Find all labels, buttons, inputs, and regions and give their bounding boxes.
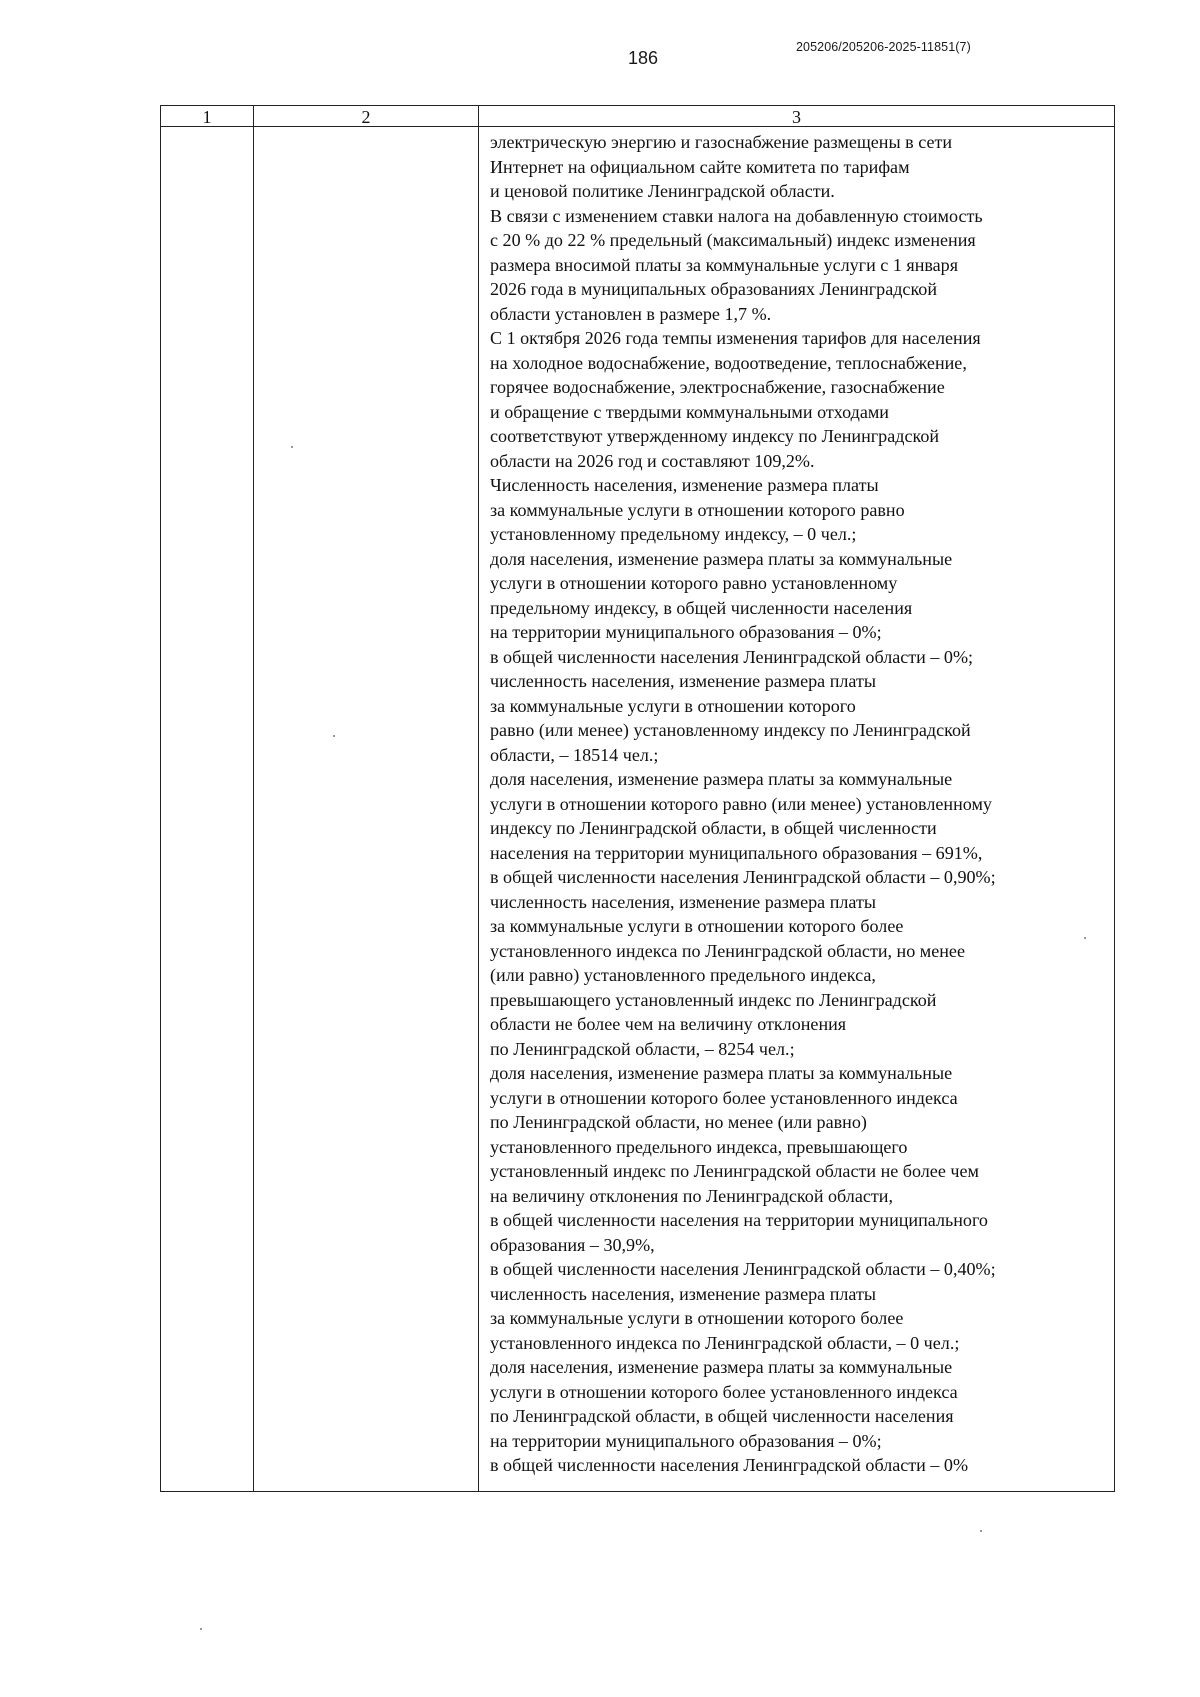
text-line: в общей численности населения Ленинградской области – 0%; <box>490 646 974 667</box>
text-line: доля населения, изменение размера платы за коммунальные <box>490 1063 953 1083</box>
text-line: области, – 18514 чел.; <box>490 744 659 765</box>
text-line: равно (или менее) установленному индексу по Ленинградской <box>490 720 971 740</box>
text-line: по Ленинградской области, – 8254 чел.; <box>490 1038 795 1059</box>
text-line: численность населения, изменение размера платы <box>490 1283 876 1304</box>
text-line: с 20 % до 22 % предельный (максимальный) индекс изменения <box>490 230 976 250</box>
header-row-divider <box>161 126 1114 127</box>
text-line: на величину отклонения по Ленинградской области, <box>490 1185 893 1206</box>
text-line: за коммунальные услуги в отношении которого более <box>490 916 904 936</box>
text-line: установленному предельному индексу, – 0 чел.; <box>490 524 857 544</box>
document-table <box>160 105 1115 1492</box>
text-line: в общей численности населения Ленинградской области – 0,40%; <box>490 1259 996 1279</box>
text-line: В связи с изменением ставки налога на добавленную стоимость <box>490 205 983 226</box>
text-line: доля населения, изменение размера платы за коммунальные <box>490 548 953 569</box>
text-line: соответствуют утвержденному индексу по Ленинградской <box>490 426 940 446</box>
text-line: индексу по Ленинградской области, в общей численности <box>490 818 937 838</box>
text-line: размера вносимой платы за коммунальные услуги с 1 января <box>490 254 959 275</box>
scan-speck <box>980 1530 982 1532</box>
text-line: в общей численности населения Ленинградской области – 0,90%; <box>490 867 996 887</box>
text-line: 2026 года в муниципальных образованиях Ленинградской <box>490 279 938 299</box>
text-line: услуги в отношении которого более установленного индекса <box>490 1087 958 1108</box>
text-line: численность населения, изменение размера платы <box>490 891 876 912</box>
text-line: по Ленинградской области, в общей численности населения <box>490 1406 954 1426</box>
document-id: 205206/205206-2025-11851(7) <box>796 40 971 54</box>
column-3-text <box>490 130 1116 1478</box>
text-line: и ценовой политике Ленинградской области. <box>490 181 835 201</box>
text-line: численность населения, изменение размера платы <box>490 671 876 691</box>
text-line: установленного индекса по Ленинградской области, но менее <box>490 940 965 961</box>
text-line: превышающего установленный индекс по Ленинградской <box>490 989 937 1010</box>
text-line: доля населения, изменение размера платы за коммунальные <box>490 1357 953 1377</box>
text-line: образования – 30,9%, <box>490 1234 655 1255</box>
scan-speck <box>1084 937 1086 939</box>
text-line: услуги в отношении которого более установленного индекса <box>490 1381 958 1402</box>
text-line: Интернет на официальном сайте комитета по тарифам <box>490 156 910 177</box>
column-header-1: 1 <box>202 107 212 127</box>
text-line: области установлен в размере 1,7 %. <box>490 303 772 324</box>
column-header-2: 2 <box>361 107 371 127</box>
text-line: населения на территории муниципального образования – 691%, <box>490 842 983 863</box>
text-line: услуги в отношении которого равно установленному <box>490 573 898 593</box>
text-line: электрическую энергию и газоснабжение размещены в сети <box>490 132 953 152</box>
text-line: за коммунальные услуги в отношении которого равно <box>490 499 905 520</box>
page-number: 186 <box>628 48 659 68</box>
text-line: по Ленинградской области, но менее (или равно) <box>490 1112 867 1132</box>
text-line: С 1 октября 2026 года темпы изменения тарифов для населения <box>490 328 981 348</box>
text-line: предельному индексу, в общей численности населения <box>490 597 913 618</box>
text-line: на территории муниципального образования – 0%; <box>490 1430 882 1451</box>
text-line: области не более чем на величину отклонения <box>490 1014 847 1034</box>
column-divider-2 <box>478 106 479 1491</box>
text-line: и обращение с твердыми коммунальными отходами <box>490 401 889 422</box>
text-line: (или равно) установленного предельного индекса, <box>490 965 876 985</box>
text-line: за коммунальные услуги в отношении которого <box>490 695 856 716</box>
column-divider-1 <box>253 106 254 1491</box>
text-line: доля населения, изменение размера платы за коммунальные <box>490 769 953 789</box>
text-line: области на 2026 год и составляют 109,2%. <box>490 450 815 471</box>
text-line: в общей численности населения Ленинградской области – 0% <box>490 1455 969 1475</box>
text-line: горячее водоснабжение, электроснабжение, газоснабжение <box>490 377 945 397</box>
scan-speck <box>200 1628 202 1630</box>
text-line: установленный индекс по Ленинградской области не более чем <box>490 1161 979 1181</box>
text-line: установленного предельного индекса, превышающего <box>490 1136 908 1157</box>
scan-speck <box>291 446 293 448</box>
column-header-3: 3 <box>792 107 801 127</box>
text-line: на территории муниципального образования – 0%; <box>490 622 882 642</box>
text-line: на холодное водоснабжение, водоотведение, теплоснабжение, <box>490 352 967 373</box>
text-line: Численность населения, изменение размера платы <box>490 475 879 495</box>
scan-speck <box>333 735 335 737</box>
text-line: установленного индекса по Ленинградской области, – 0 чел.; <box>490 1332 960 1353</box>
text-line: за коммунальные услуги в отношении которого более <box>490 1308 904 1328</box>
text-line: в общей численности населения на территории муниципального <box>490 1210 988 1230</box>
text-line: услуги в отношении которого равно (или менее) установленному <box>490 793 992 814</box>
